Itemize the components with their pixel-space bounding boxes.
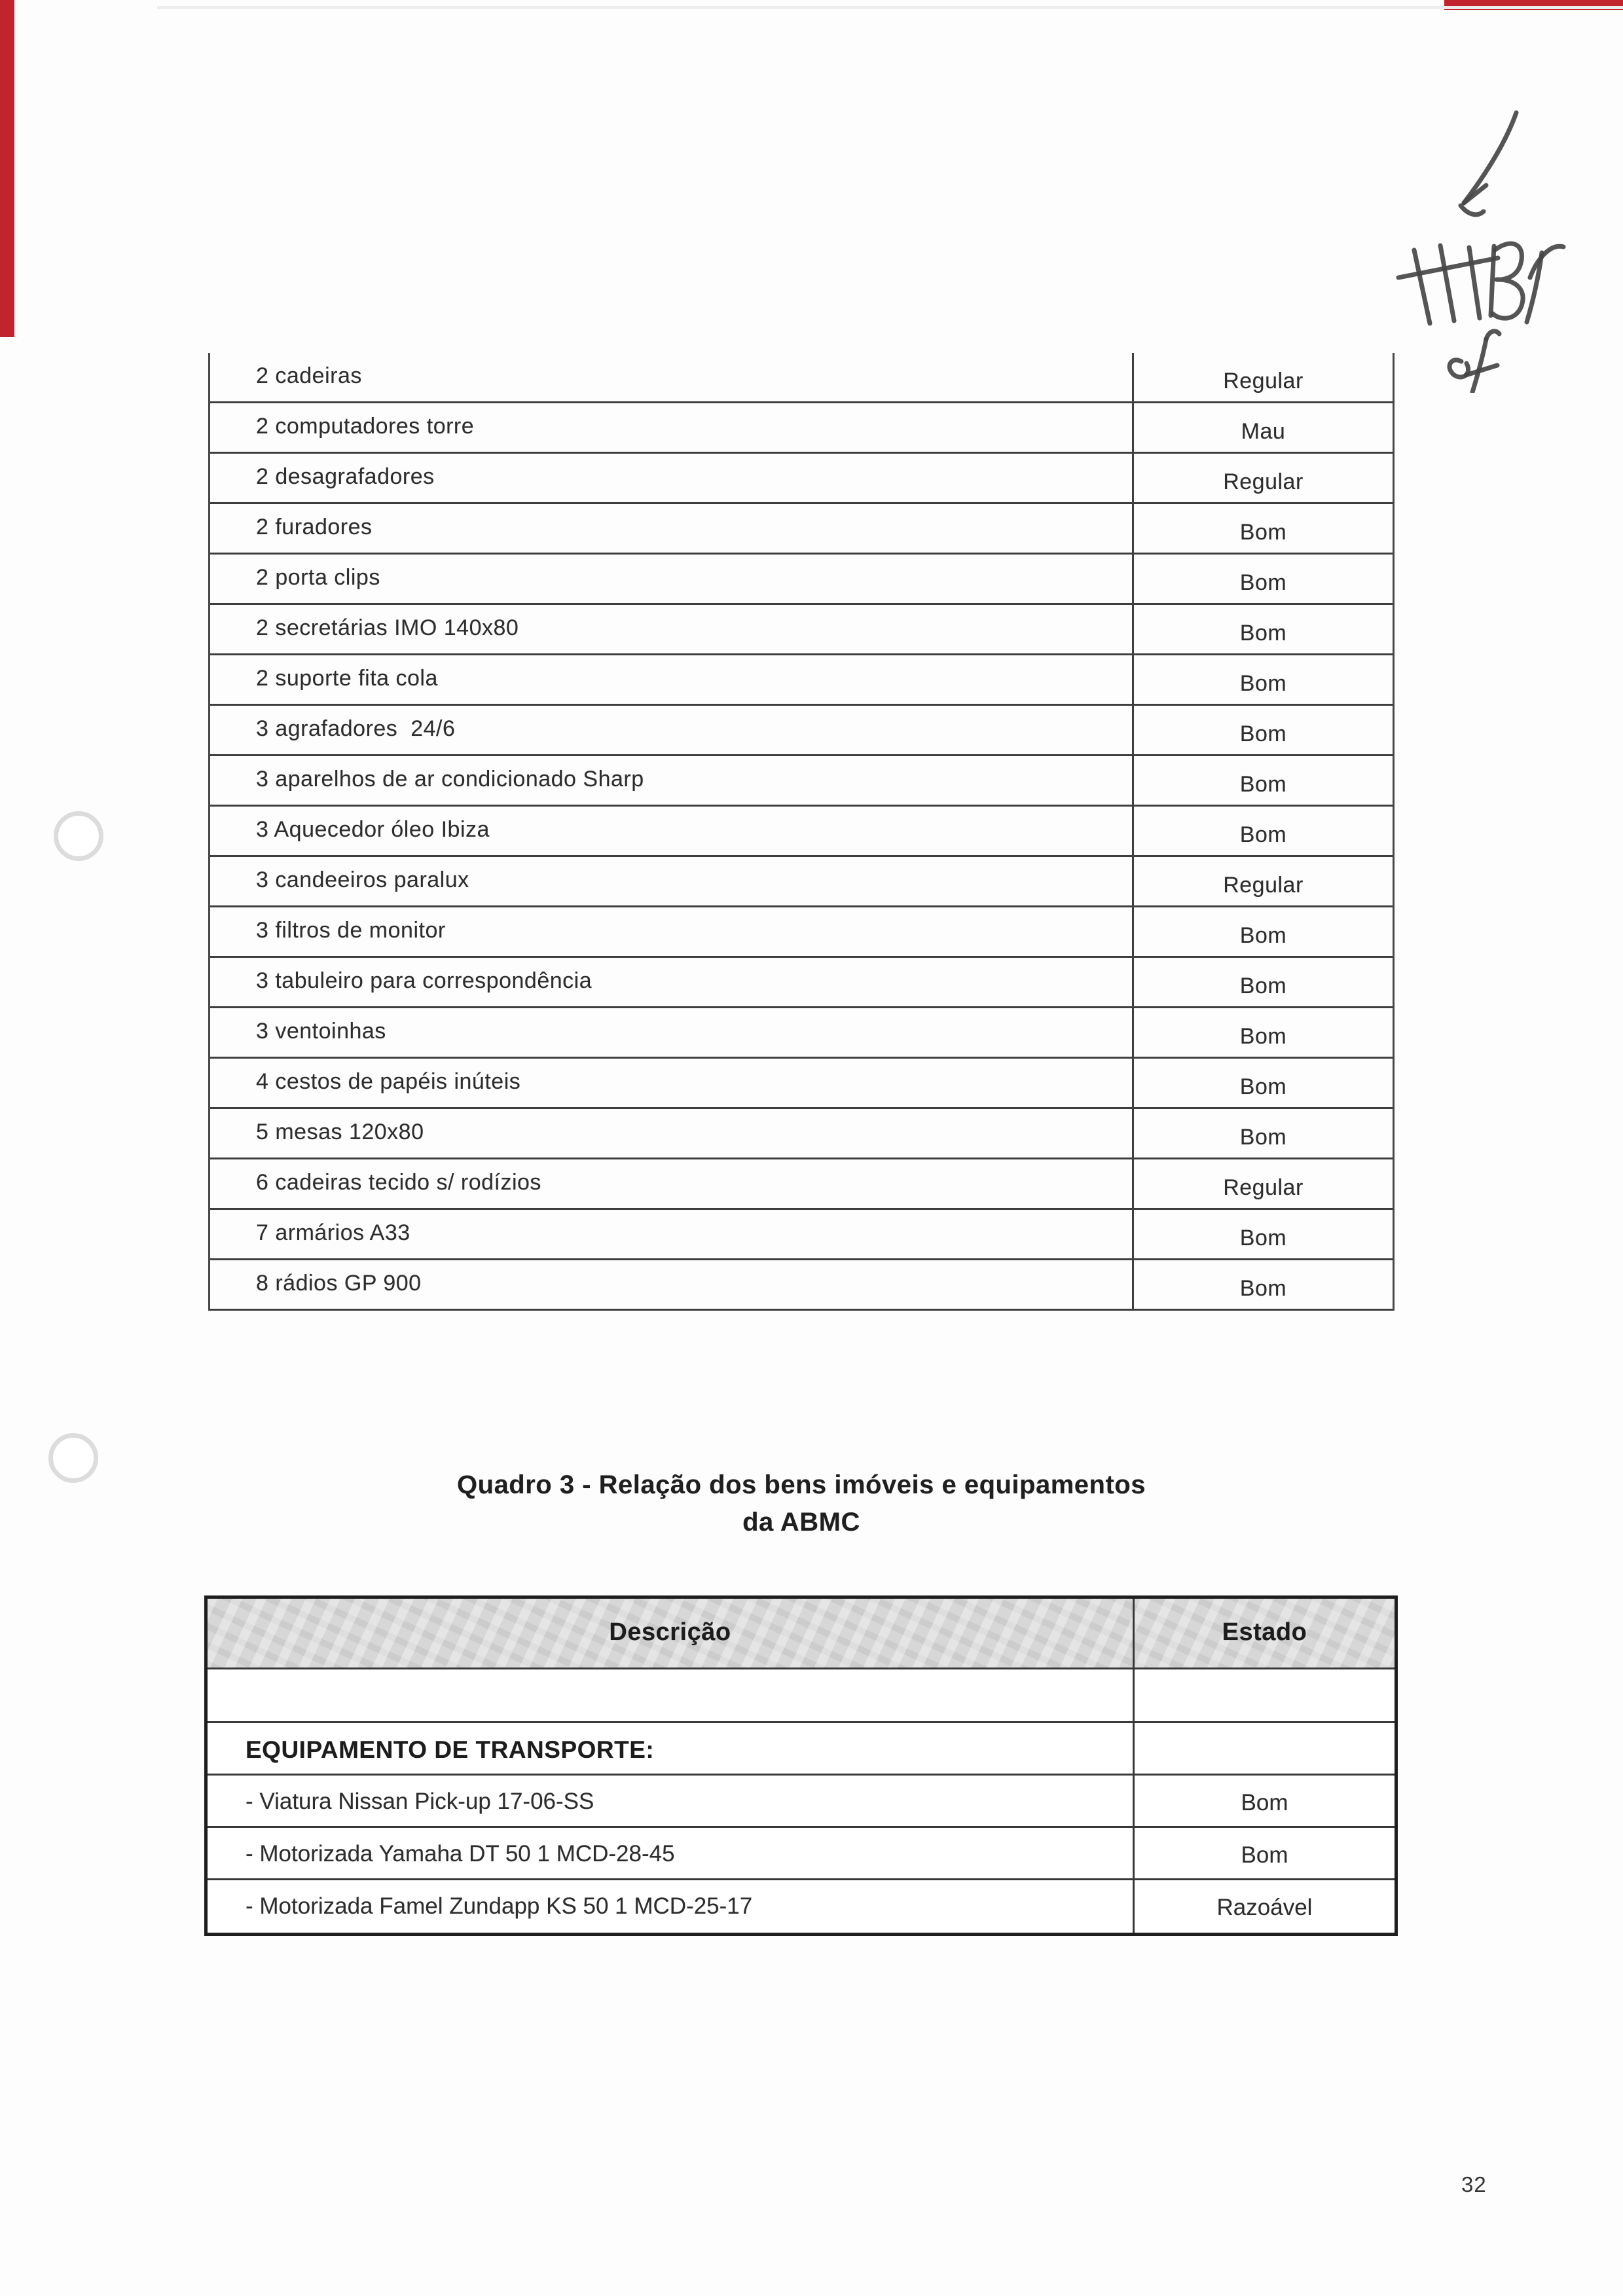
table-row <box>210 1059 1393 1109</box>
table-row <box>208 1776 1395 1828</box>
item-condition-cell: Mau <box>1132 403 1393 452</box>
section-row <box>208 1723 1395 1776</box>
item-condition-cell: Bom <box>1132 655 1393 704</box>
item-condition-cell: Bom <box>1132 555 1393 603</box>
table-row <box>210 1210 1393 1260</box>
header-estado: Estado <box>1133 1599 1395 1667</box>
item-condition-cell: Razoável <box>1133 1880 1395 1933</box>
item-condition-cell: Regular <box>1132 1159 1393 1208</box>
item-description-cell: 2 cadeiras <box>256 363 362 388</box>
item-condition-cell: Bom <box>1133 1776 1395 1826</box>
item-description-cell: 2 desagrafadores <box>256 464 435 489</box>
item-description-cell: 3 aparelhos de ar condicionado Sharp <box>256 767 644 792</box>
table-row <box>210 555 1393 605</box>
item-condition-cell: Bom <box>1132 958 1393 1006</box>
table-row <box>210 706 1393 756</box>
equipment-table <box>204 1595 1398 1936</box>
item-condition-cell: Bom <box>1132 504 1393 553</box>
item-condition-cell: Regular <box>1132 454 1393 502</box>
table-row <box>210 504 1393 555</box>
item-description-cell: 2 porta clips <box>256 565 380 590</box>
empty-condition-cell <box>1133 1669 1395 1721</box>
item-description-cell: 7 armários A33 <box>256 1220 410 1245</box>
item-condition-cell: Bom <box>1132 807 1393 855</box>
scan-artifact-red-bar-left <box>0 0 14 337</box>
item-condition-cell: Bom <box>1132 706 1393 754</box>
table-row <box>208 1880 1395 1933</box>
item-condition-cell: Bom <box>1132 1210 1393 1258</box>
item-description-cell: 8 rádios GP 900 <box>256 1271 422 1296</box>
handwritten-annotation <box>1368 79 1591 393</box>
table-row <box>210 353 1393 403</box>
item-condition-cell: Bom <box>1133 1828 1395 1878</box>
item-condition-cell: Bom <box>1132 907 1393 956</box>
table-row <box>210 958 1393 1008</box>
item-description-cell: 3 candeeiros paralux <box>256 867 469 892</box>
handwritten-flourish <box>1450 331 1499 392</box>
empty-description-cell <box>208 1669 1133 1721</box>
item-description-cell: 4 cestos de papéis inúteis <box>256 1069 521 1094</box>
header-descricao: Descrição <box>609 1618 731 1646</box>
page-number: 32 <box>1461 2172 1487 2196</box>
item-condition-cell: Bom <box>1132 756 1393 805</box>
item-condition-cell: Regular <box>1132 857 1393 905</box>
empty-row <box>208 1669 1395 1723</box>
item-description-cell: 3 Aquecedor óleo Ibiza <box>256 817 490 842</box>
item-condition-cell: Bom <box>1132 1109 1393 1157</box>
table-row <box>210 1109 1393 1159</box>
item-description-cell: 2 furadores <box>256 515 373 539</box>
section-title: EQUIPAMENTO DE TRANSPORTE: <box>246 1736 655 1763</box>
item-description-cell: 3 ventoinhas <box>256 1019 386 1044</box>
item-description-cell: 3 filtros de monitor <box>256 918 446 943</box>
table-row <box>210 605 1393 655</box>
item-description-cell: 3 agrafadores 24/6 <box>256 716 456 741</box>
item-description-cell: 2 computadores torre <box>256 414 475 439</box>
equipment-rows <box>208 1776 1395 1933</box>
table-row <box>210 1159 1393 1210</box>
table-row <box>210 756 1393 807</box>
inventory-table <box>208 353 1395 1311</box>
table-row <box>210 655 1393 706</box>
table-row <box>210 807 1393 857</box>
table-row <box>210 857 1393 907</box>
handwritten-arrow-icon <box>1461 113 1516 215</box>
punch-hole-top <box>54 811 103 861</box>
table-row <box>210 907 1393 958</box>
item-condition-cell: Bom <box>1132 1059 1393 1107</box>
handwritten-initials <box>1398 244 1563 323</box>
item-condition-cell: Bom <box>1132 1008 1393 1057</box>
item-description-cell: 2 secretárias IMO 140x80 <box>256 615 519 640</box>
caption-line-2: da ABMC <box>742 1508 860 1537</box>
item-description-cell: 3 tabuleiro para correspondência <box>256 968 593 993</box>
item-description-cell: - Motorizada Famel Zundapp KS 50 1 MCD-25-17 <box>246 1893 753 1919</box>
item-condition-cell: Bom <box>1132 605 1393 653</box>
punch-hole-bottom <box>48 1433 98 1483</box>
table-row <box>210 1008 1393 1059</box>
item-condition-cell: Regular <box>1132 353 1393 401</box>
item-description-cell: 5 mesas 120x80 <box>256 1120 424 1144</box>
item-description-cell: - Motorizada Yamaha DT 50 1 MCD-28-45 <box>246 1841 675 1867</box>
scan-artifact-top-line <box>157 6 1623 9</box>
section-condition-cell <box>1133 1723 1395 1774</box>
item-condition-cell: Bom <box>1132 1260 1393 1309</box>
table-row <box>210 403 1393 454</box>
item-description-cell: - Viatura Nissan Pick-up 17-06-SS <box>246 1789 594 1814</box>
item-description-cell: 6 cadeiras tecido s/ rodízios <box>256 1170 541 1195</box>
table-caption <box>208 1467 1395 1541</box>
caption-line-1: Quadro 3 - Relação dos bens imóveis e equipamentos <box>457 1470 1146 1499</box>
table-row <box>210 1260 1393 1311</box>
table-row <box>208 1828 1395 1880</box>
table-row <box>210 454 1393 504</box>
item-description-cell: 2 suporte fita cola <box>256 666 438 691</box>
equipment-table-header-row <box>208 1599 1395 1669</box>
